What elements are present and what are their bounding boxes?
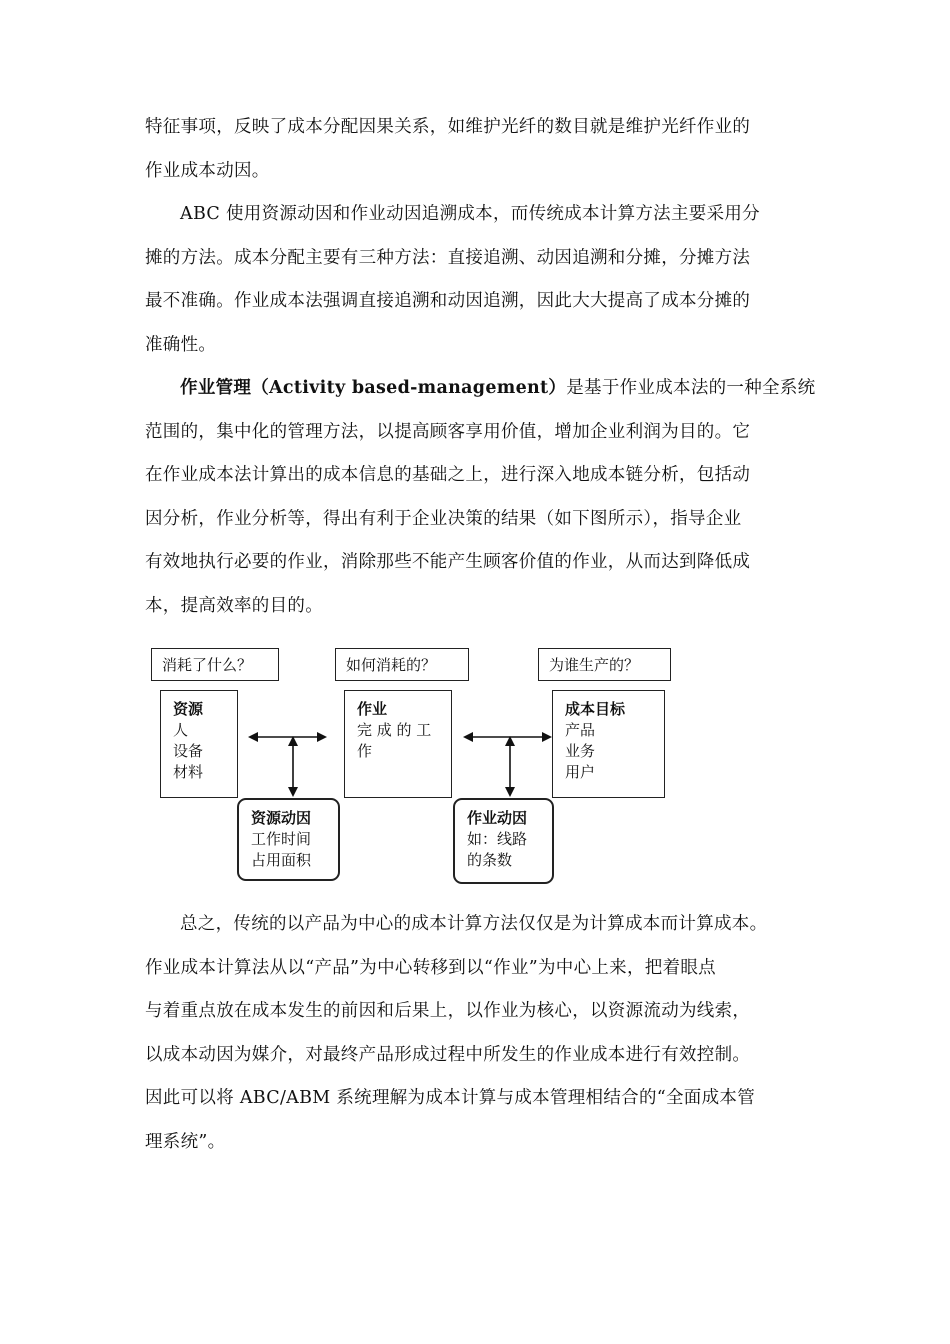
text-line: 与着重点放在成本发生的前因和后果上，以作业为核心，以资源流动为线索， xyxy=(145,1001,751,1021)
resources-item: 材料 xyxy=(173,763,204,781)
text-line: 本，提高效率的目的。 xyxy=(145,595,323,616)
term-abm: 作业管理（Activity based-management） xyxy=(180,378,567,398)
cost-object-box xyxy=(552,690,665,798)
question-box-consumed: 消耗了什么？ xyxy=(151,648,279,681)
question-box-for-whom: 为谁生产的？ xyxy=(538,648,671,681)
resource-driver-title: 资源动因 xyxy=(251,809,312,827)
resources-box xyxy=(160,690,238,798)
resource-driver-item: 占用面积 xyxy=(251,851,312,869)
text-line: 范围的，集中化的管理方法，以提高顾客享用价值，增加企业利润为目的。它 xyxy=(145,421,751,442)
resources-title: 资源 xyxy=(173,700,204,718)
cost-object-title: 成本目标 xyxy=(565,700,626,718)
cost-object-item: 用户 xyxy=(565,763,596,781)
question-box-how: 如何消耗的？ xyxy=(335,648,469,681)
text-line: 作业成本计算法从以“产品”为中心转移到以“作业”为中心上来，把着眼点 xyxy=(145,957,716,978)
activity-title: 作业 xyxy=(357,700,388,718)
text-line: 摊的方法。成本分配主要有三种方法：直接追溯、动因追溯和分摊，分摊方法 xyxy=(145,247,751,268)
paragraph-conclusion xyxy=(145,903,815,1164)
activity-driver-title: 作业动因 xyxy=(467,809,528,827)
text-line: ABC 使用资源动因和作业动因追溯成本，而传统成本计算方法主要采用分 xyxy=(180,204,760,224)
text-line: 准确性。 xyxy=(145,334,217,355)
abm-flow-diagram xyxy=(148,645,678,890)
text-line: 总之，传统的以产品为中心的成本计算方法仅仅是为计算成本而计算成本。 xyxy=(180,914,768,934)
text-line: 在作业成本法计算出的成本信息的基础之上，进行深入地成本链分析，包括动 xyxy=(145,465,751,485)
resources-item: 设备 xyxy=(173,742,204,760)
activity-item: 完 成 的 工 xyxy=(357,721,432,739)
resource-driver-box xyxy=(237,798,340,881)
text-line: 作业成本动因。 xyxy=(145,160,270,181)
activity-item: 作 xyxy=(357,742,373,760)
text-line: 因此可以将 ABC/ABM 系统理解为成本计算与成本管理相结合的“全面成本管 xyxy=(145,1088,755,1108)
text-line: 有效地执行必要的作业，消除那些不能产生顾客价值的作业，从而达到降低成 xyxy=(145,552,751,572)
activity-driver-box xyxy=(453,798,554,884)
activity-driver-item: 的条数 xyxy=(467,851,513,869)
paragraph-abc-tracing xyxy=(145,193,815,367)
text-line: 特征事项，反映了成本分配因果关系，如维护光纤的数目就是维护光纤作业的 xyxy=(145,117,751,137)
text-line: 因分析，作业分析等，得出有利于企业决策的结果（如下图所示），指导企业 xyxy=(145,508,742,529)
resources-item: 人 xyxy=(173,721,189,739)
cost-object-item: 业务 xyxy=(565,742,596,760)
paragraph-cost-driver xyxy=(145,106,815,193)
cost-object-item: 产品 xyxy=(565,721,596,739)
text-line: 最不准确。作业成本法强调直接追溯和动因追溯，因此大大提高了成本分摊的 xyxy=(145,291,751,311)
text-line: 理系统”。 xyxy=(145,1131,226,1152)
text-line: 以成本动因为媒介，对最终产品形成过程中所发生的作业成本进行有效控制。 xyxy=(145,1044,751,1065)
activity-box xyxy=(344,690,452,798)
activity-driver-item: 如：线路 xyxy=(467,830,528,848)
text-line xyxy=(145,367,815,411)
text-segment: 是基于作业成本法的一种全系统 xyxy=(566,378,816,398)
resource-driver-item: 工作时间 xyxy=(251,830,312,848)
paragraph-activity-management xyxy=(145,367,815,628)
